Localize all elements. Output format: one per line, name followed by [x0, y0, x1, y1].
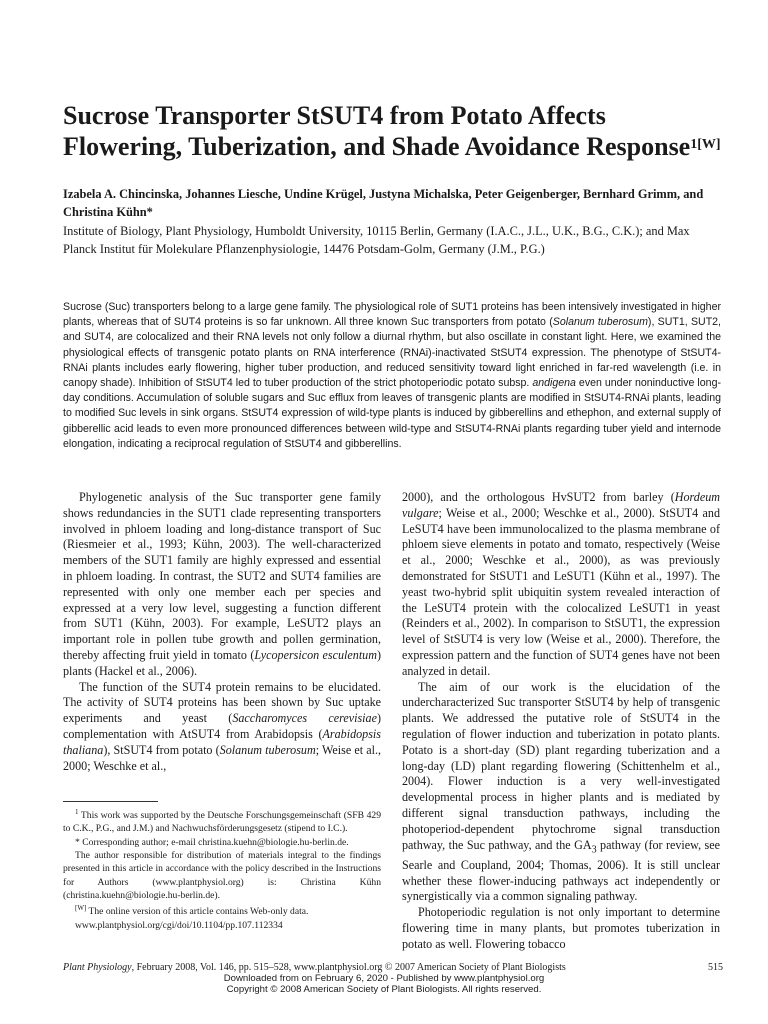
footnote-distribution: The author responsible for distribution of materials integral to the findings presented in this article in accordance with the policy described in the Instructions for Authors (www.plantphysiol.org) is: Christina Kühn (christina.kuehn@biologie.hu-berlin.de).	[63, 850, 381, 901]
footnote-corresponding: * Corresponding author; e-mail christina.kuehn@biologie.hu-berlin.de.	[75, 836, 349, 848]
body-text: ; Weise et al., 2000; Weschke et al., 2000). StSUT4 and LeSUT4 have been immunolocalized to the plasma membrane of phloem sieve elements in potato and tomato, respectively (Weise et al., 2000; Weschke et al., 2000), as was previously demonstrated for StSUT1 and LeSUT1 (Kühn et al., 1997). The yeast two-hybrid split ubiquitin system revealed interaction of the LeSUT4 protein with the colocalized LeSUT1 in yeast (Reinders et al., 2002). In comparison to StSUT1, the expression level of StSUT4 is very low (Weise et al., 2000). Therefore, the expression pattern and the function of SUT4 genes have not been analyzed in detail.	[402, 505, 720, 678]
body-paragraph	[402, 680, 720, 906]
abstract-text-2: ), SUT1, SUT2, and SUT4, are colocalized and their RNA levels not only follow a diurnal rhythm, but also oscillate in constant light. Here, we examined the physiological effects of transgenic potato plants on RNA interference (RNAi)-inactivated StSUT4 expression. The phenotype of StSUT4-RNAi plants includes early flowering, higher tuber production, and reduced sensitivity toward light enriched in far-red wavelength (i.e. in canopy shade). Inhibition of StSUT4 led to tuber production of the strict photoperiodic potato subsp.	[63, 316, 721, 390]
page-number: 515	[708, 962, 723, 973]
body-column-right	[402, 490, 720, 953]
body-italic: Solanum tuberosum	[219, 742, 316, 757]
body-paragraph	[63, 680, 381, 775]
footnote-text: This work was supported by the Deutsche Forschungsgemeinschaft (SFB 429 to C.K., P.G., and J.M.) and Nachwuchsförderungsgesetz (stipend to I.C.).	[63, 810, 381, 835]
body-italic: Lycopersicon esculentum	[254, 647, 377, 662]
abstract-italic-1: Solanum tuberosum	[552, 316, 648, 329]
body-text: ), StSUT4 from potato (	[103, 742, 220, 757]
footnotes	[63, 806, 381, 932]
body-paragraph	[402, 490, 720, 680]
abstract-text-1: Sucrose (Suc) transporters belong to a large gene family. The physiological role of SUT1 proteins has been intensively investigated in higher plants, whereas that of SUT4 proteins is so far unknown. All three known Suc transporters from potato (	[63, 301, 721, 329]
body-text: ) complementation with AtSUT4 from Arabidopsis (	[63, 711, 381, 741]
body-italic: Hordeum vulgare	[402, 490, 720, 520]
body-text: 2000), and the orthologous HvSUT2 from barley (	[402, 490, 675, 504]
abstract	[63, 300, 721, 452]
footnote-text: The online version of this article contains Web-only data.	[86, 906, 309, 918]
download-line: Downloaded from on February 6, 2020 - Published by www.plantphysiol.org	[223, 973, 545, 984]
footnote-web	[63, 902, 381, 918]
article-title-text: Sucrose Transporter StSUT4 from Potato Affects Flowering, Tuberization, and Shade Avoidance Response	[63, 101, 691, 161]
abstract-italic-2: andigena	[532, 377, 576, 390]
body-text: The aim of our work is the elucidation of the undercharacterized Suc transporter StSUT4 by help of transgenic plants. We addressed the putative role of StSUT4 in the regulation of flower induction and tuberization in potato plants. Potato is a short-day (SD) plant regarding tuberization and a long-day (LD) plant regarding flowering (Schittenhelm et al., 2004). Flower induction is a very well-investigated developmental process in higher plants and is mediated by different signal transduction pathways, including the photoperiod-dependent phytochrome signal transduction pathway, the Suc pathway, and the GA	[402, 679, 720, 852]
footnote-funding	[63, 806, 381, 836]
journal-name: Plant Physiology	[63, 962, 132, 973]
affiliation: Institute of Biology, Plant Physiology, Humboldt University, 10115 Berlin, Germany (I.A.C., J.L., U.K., B.G., C.K.); and Max Planck Institut für Molekulare Pflanzenphysiologie, 14476 Potsdam-Golm, Germany (J.M., P.G.)	[63, 224, 690, 256]
body-paragraph	[63, 490, 381, 680]
body-paragraph	[402, 905, 720, 952]
body-column-left	[63, 490, 381, 774]
footnote-mark: 1	[75, 808, 79, 816]
body-text: Photoperiodic regulation is not only important to determine flowering time in many plants, but promotes tuberization in potato as well. Flowering tobacco	[402, 905, 720, 951]
download-notice	[0, 973, 768, 995]
body-text: Phylogenetic analysis of the Suc transporter gene family shows redundancies in the SUT1 clade representing transporters involved in phloem loading and long-distance transport of Suc (Riesmeier et al., 1993; Kühn, 2003). The well-characterized members of the SUT1 family are highly expressed and essential in phloem loading. In contrast, the SUT2 and SUT4 families are represented with only one member each per species and expressed at a very low level, suggesting a function different from SUT1 (Kühn, 2003). For example, LeSUT2 plays an important role in pollen tube growth and pollen germination, thereby affecting fruit yield in tomato (	[63, 490, 381, 662]
copyright-line: Copyright © 2008 American Society of Plant Biologists. All rights reserved.	[226, 984, 542, 995]
body-text: pathway (for review, see Searle and Coupland, 2004; Thomas, 2006). It is still unclear whether these flower-inducing pathways act independently or synergistically via a common signaling pathway.	[402, 837, 720, 904]
abstract-text-3: even under noninductive long-day conditions. Accumulation of soluble sugars and Suc efflux from leaves of transgenic plants are modified in StSUT4-RNAi plants, leading to modified Suc levels in sink organs. StSUT4 expression of wild-type plants is induced by gibberellins and ethephon, and external supply of gibberellic acid leads to even more pronounced differences between wild-type and StSUT4-RNAi plants regarding tuber yield and internode elongation, indicating a reciprocal regulation of StSUT4 and gibberellins.	[63, 377, 721, 450]
body-subscript: 3	[591, 843, 597, 855]
citation-text: , February 2008, Vol. 146, pp. 515–528, www.plantphysiol.org © 2007 American Society of Plant Biologists	[131, 962, 566, 973]
body-text: The function of the SUT4 protein remains to be elucidated. The activity of SUT4 proteins has been shown by Suc uptake experiments and yeast (	[63, 679, 381, 726]
footnote-mark: [W]	[75, 904, 87, 913]
body-italic: Saccharomyces cerevisiae	[232, 711, 377, 726]
body-italic: Arabidopsis thaliana	[63, 726, 381, 757]
doi-link[interactable]: www.plantphysiol.org/cgi/doi/10.1104/pp.107.112334	[75, 919, 283, 931]
author-list: Izabela A. Chincinska, Johannes Liesche, Undine Krügel, Justyna Michalska, Peter Geigenberger, Bernhard Grimm, and Christina Kühn*	[63, 187, 704, 219]
footnote-divider	[63, 801, 158, 802]
body-text: ; Weise et al., 2000; Weschke et al.,	[63, 742, 381, 773]
body-text: ) plants (Hackel et al., 2006).	[63, 647, 381, 678]
article-title	[63, 100, 723, 162]
title-footnote-mark[interactable]: 1[W]	[690, 137, 721, 152]
